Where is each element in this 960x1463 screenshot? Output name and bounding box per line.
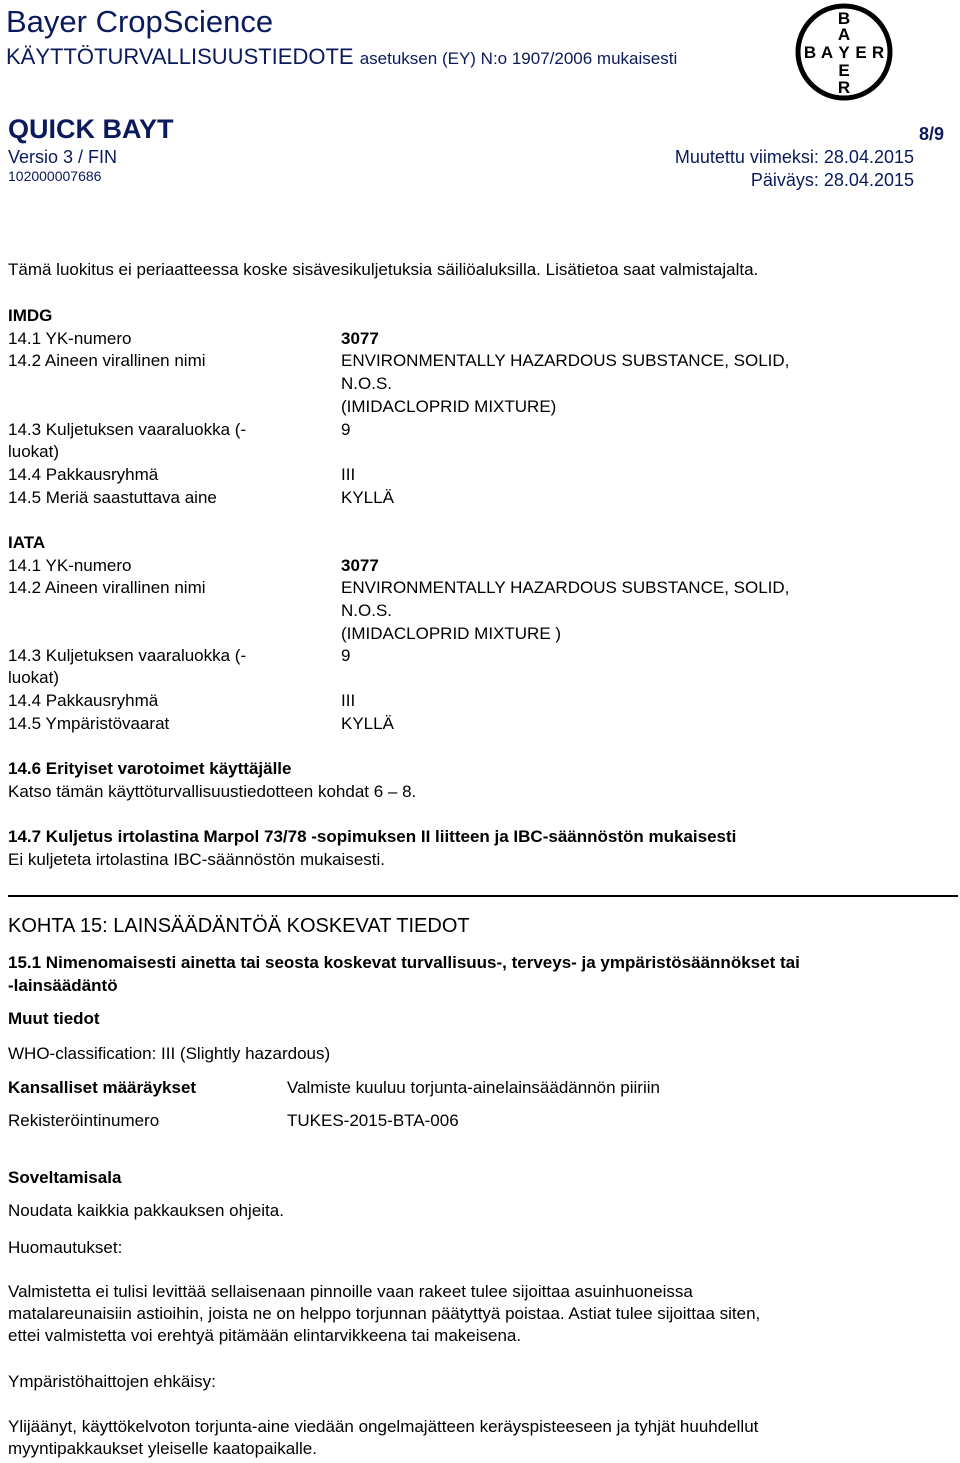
logo-letter: B	[803, 43, 817, 62]
imdg-label-143: 14.3 Kuljetuksen vaaraluokka (-	[8, 420, 247, 439]
version: Versio 3 / FIN	[8, 147, 118, 167]
logo-letter: R	[871, 43, 885, 62]
section-divider	[8, 895, 958, 897]
iata-value-145: KYLLÄ	[341, 714, 394, 733]
print-date: Päiväys: 28.04.2015	[750, 170, 914, 190]
iata-value-142-line3: (IMIDACLOPRID MIXTURE )	[341, 624, 562, 643]
document-title-main: KÄYTTÖTURVALLISUUSTIEDOTE	[6, 44, 354, 69]
remarks-heading: Huomautukset:	[8, 1238, 123, 1257]
intro-text: Tämä luokitus ei periaatteessa koske sisävesikuljetuksia säiliöaluksilla. Lisätietoa saat valmistajalta.	[8, 260, 759, 279]
registration-number-label: Rekisteröintinumero	[8, 1111, 160, 1130]
product-number: 102000007686	[8, 168, 102, 184]
section-14-6-text: Katso tämän käyttöturvallisuustiedotteen kohdat 6 – 8.	[8, 782, 417, 801]
other-info-heading: Muut tiedot	[8, 1009, 100, 1028]
imdg-value-143: 9	[341, 420, 351, 439]
logo-letter: B	[837, 9, 851, 28]
imdg-value-142-line3: (IMIDACLOPRID MIXTURE)	[341, 397, 557, 416]
national-regulations-value: Valmiste kuuluu torjunta-ainelainsäädännön piiriin	[287, 1078, 660, 1097]
document-regulation: asetuksen (EY) N:o 1907/2006 mukaisesti	[359, 49, 678, 68]
imdg-heading: IMDG	[8, 306, 53, 325]
imdg-label-145: 14.5 Meriä saastuttava aine	[8, 488, 217, 507]
environment-line-1: Ylijäänyt, käyttökelvoton torjunta-aine viedään ongelmajätteen keräyspisteeseen ja tyhjät huuhdellut	[8, 1417, 759, 1436]
modified-date: Muutettu viimeksi: 28.04.2015	[674, 147, 914, 167]
scope-heading: Soveltamisala	[8, 1168, 122, 1187]
iata-label-143-line2: luokat)	[8, 668, 60, 687]
scope-text: Noudata kaikkia pakkauksen ohjeita.	[8, 1201, 284, 1220]
section-15-1-heading-line2: -lainsäädäntö	[8, 976, 118, 995]
logo-letter: A	[820, 43, 834, 62]
iata-value-142-line2: N.O.S.	[341, 601, 393, 620]
section-14-6-heading: 14.6 Erityiset varotoimet käyttäjälle	[8, 759, 292, 778]
who-classification: WHO-classification: III (Slightly hazardous)	[8, 1044, 331, 1063]
iata-heading: IATA	[8, 533, 46, 552]
company-name: Bayer CropScience	[6, 4, 274, 39]
iata-value-144: III	[341, 691, 356, 710]
national-regulations-label: Kansalliset määräykset	[8, 1078, 197, 1097]
imdg-value-142-line2: N.O.S.	[341, 374, 393, 393]
iata-value-143: 9	[341, 646, 351, 665]
section-15-title: KOHTA 15: LAINSÄÄDÄNTÖÄ KOSKEVAT TIEDOT	[8, 915, 470, 937]
product-name: QUICK BAYT	[8, 114, 174, 144]
environment-heading: Ympäristöhaittojen ehkäisy:	[8, 1372, 216, 1391]
bayer-cross-logo	[794, 2, 894, 102]
imdg-value-144: III	[341, 465, 356, 484]
imdg-label-142: 14.2 Aineen virallinen nimi	[8, 351, 206, 370]
remarks-line-3: ettei valmistetta voi erehtyä pitämään elintarvikkeena tai makeisena.	[8, 1326, 522, 1345]
imdg-value-142: ENVIRONMENTALLY HAZARDOUS SUBSTANCE, SOLID,	[341, 351, 790, 370]
iata-value-142: ENVIRONMENTALLY HAZARDOUS SUBSTANCE, SOLID,	[341, 578, 790, 597]
logo-letter: R	[837, 78, 851, 97]
remarks-line-1: Valmistetta ei tulisi levittää sellaisenaan pinnoille vaan rakeet tulee sijoittaa asuinhuoneissa	[8, 1282, 693, 1301]
document-title	[6, 44, 677, 70]
section-14-7-heading: 14.7 Kuljetus irtolastina Marpol 73/78 -sopimuksen II liitteen ja IBC-säännöstön mukaisesti	[8, 827, 737, 846]
iata-label-141: 14.1 YK-numero	[8, 556, 132, 575]
imdg-label-141: 14.1 YK-numero	[8, 329, 132, 348]
registration-number-value: TUKES-2015-BTA-006	[287, 1111, 459, 1130]
logo-letter: Y	[838, 43, 850, 62]
logo-letter: E	[838, 61, 850, 80]
logo-letter: E	[855, 43, 867, 62]
iata-label-143: 14.3 Kuljetuksen vaaraluokka (-	[8, 646, 247, 665]
imdg-value-145: KYLLÄ	[341, 488, 394, 507]
environment-line-2: myyntipakkaukset yleiselle kaatopaikalle.	[8, 1439, 317, 1458]
imdg-value-141: 3077	[341, 329, 379, 348]
iata-label-142: 14.2 Aineen virallinen nimi	[8, 578, 206, 597]
section-15-1-heading: 15.1 Nimenomaisesti ainetta tai seosta koskevat turvallisuus-, terveys- ja ympäristösäännökset tai	[8, 953, 800, 972]
iata-label-144: 14.4 Pakkausryhmä	[8, 691, 159, 710]
imdg-label-143-line2: luokat)	[8, 442, 60, 461]
remarks-line-2: matalareunaisiin astioihin, joista ne on helppo torjunnan päätyttyä poistaa. Astiat tulee sijoittaa siten,	[8, 1304, 761, 1323]
section-14-7-text: Ei kuljeteta irtolastina IBC-säännöstön mukaisesti.	[8, 850, 386, 869]
logo-letter: A	[837, 25, 851, 44]
page-number: 8/9	[918, 124, 944, 144]
iata-value-141: 3077	[341, 556, 379, 575]
iata-label-145: 14.5 Ympäristövaarat	[8, 714, 170, 733]
imdg-label-144: 14.4 Pakkausryhmä	[8, 465, 159, 484]
